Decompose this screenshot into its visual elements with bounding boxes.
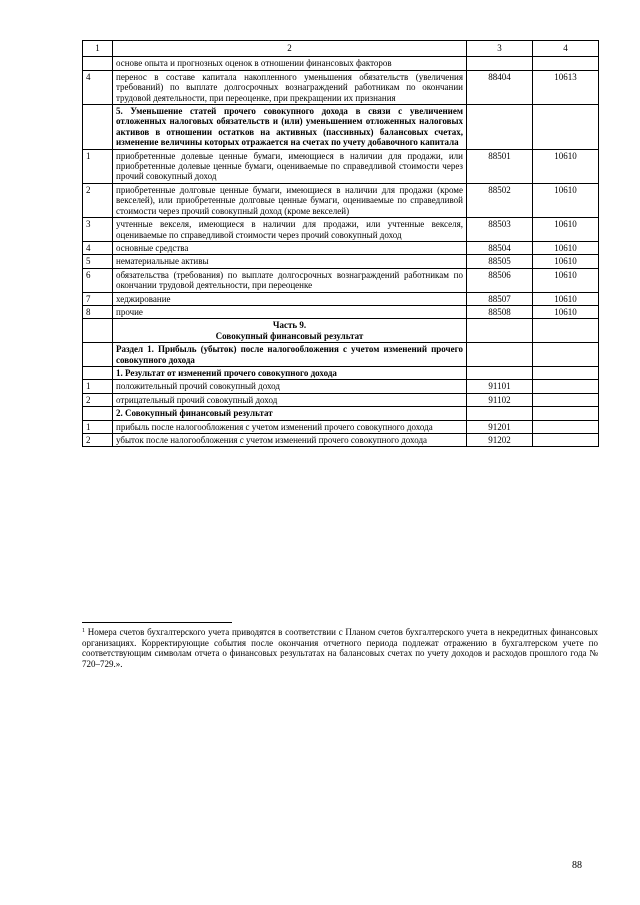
row-number-cell xyxy=(83,319,113,343)
row-account-number-cell xyxy=(533,393,599,406)
header-col-1: 1 xyxy=(83,41,113,57)
row-description-cell: прибыль после налогообложения с учетом изменений прочего совокупного дохода xyxy=(113,420,467,433)
table-row xyxy=(83,255,599,268)
row-number-cell: 1 xyxy=(83,420,113,433)
footnote-marker: 1 xyxy=(82,628,85,634)
row-account-symbol-cell xyxy=(467,407,533,420)
row-account-symbol-cell: 88506 xyxy=(467,268,533,292)
row-description-cell: 5. Уменьшение статей прочего совокупного дохода в связи с увеличением отложенных налоговых обязательств и (или) уменьшением отложенных налоговых активов в отношении остатков на активных (пассивных) балансовых счетах, изменение величины которых отражается на счетах по учету добавочного капитала xyxy=(113,105,467,150)
table-row xyxy=(83,393,599,406)
row-number-cell xyxy=(83,105,113,150)
row-account-symbol-cell: 88503 xyxy=(467,218,533,242)
table-row xyxy=(83,241,599,254)
table-row xyxy=(83,268,599,292)
row-description-cell: Часть 9. Совокупный финансовый результат xyxy=(113,319,467,343)
row-description-cell: основе опыта и прогнозных оценок в отношении финансовых факторов xyxy=(113,57,467,70)
row-number-cell xyxy=(83,407,113,420)
row-account-symbol-cell xyxy=(467,366,533,379)
header-row xyxy=(83,41,599,57)
row-description-cell: основные средства xyxy=(113,241,467,254)
footnote-text: Номера счетов бухгалтерского учета приводятся в соответствии с Планом счетов бухгалтерского учета в некредитных финансовых организациях. Корректирующие события после окончания отчетного периода подлежат отражению в бухгалтерском учете по соответствующим символам отчета о финансовых результатах на балансовых счетах по учету доходов и расходов прошлого года № 720–729.». xyxy=(82,627,598,669)
row-account-number-cell: 10610 xyxy=(533,292,599,305)
row-account-symbol-cell: 88502 xyxy=(467,183,533,217)
row-account-symbol-cell: 91101 xyxy=(467,380,533,393)
row-account-symbol-cell xyxy=(467,57,533,70)
table-row xyxy=(83,366,599,379)
table-row xyxy=(83,380,599,393)
row-number-cell: 6 xyxy=(83,268,113,292)
table-row xyxy=(83,105,599,150)
accounts-table xyxy=(82,40,599,447)
row-number-cell: 5 xyxy=(83,255,113,268)
row-account-number-cell xyxy=(533,366,599,379)
row-account-symbol-cell: 88505 xyxy=(467,255,533,268)
row-account-number-cell xyxy=(533,319,599,343)
row-number-cell xyxy=(83,343,113,367)
row-account-symbol-cell: 88504 xyxy=(467,241,533,254)
row-number-cell xyxy=(83,366,113,379)
table-row xyxy=(83,218,599,242)
row-account-number-cell xyxy=(533,434,599,447)
row-description-cell: нематериальные активы xyxy=(113,255,467,268)
row-account-number-cell: 10613 xyxy=(533,70,599,104)
page-number: 88 xyxy=(572,860,582,871)
row-number-cell: 4 xyxy=(83,241,113,254)
row-number-cell: 2 xyxy=(83,393,113,406)
table-row xyxy=(83,183,599,217)
row-description-cell: хеджирование xyxy=(113,292,467,305)
row-account-symbol-cell: 91202 xyxy=(467,434,533,447)
row-number-cell: 2 xyxy=(83,434,113,447)
table-row xyxy=(83,434,599,447)
header-col-4: 4 xyxy=(533,41,599,57)
table-row xyxy=(83,343,599,367)
header-col-2: 2 xyxy=(113,41,467,57)
row-number-cell: 7 xyxy=(83,292,113,305)
row-description-cell: отрицательный прочий совокупный доход xyxy=(113,393,467,406)
row-account-number-cell xyxy=(533,57,599,70)
row-account-symbol-cell: 88404 xyxy=(467,70,533,104)
row-number-cell: 4 xyxy=(83,70,113,104)
row-account-number-cell: 10610 xyxy=(533,218,599,242)
row-account-symbol-cell xyxy=(467,343,533,367)
row-number-cell xyxy=(83,57,113,70)
row-description-cell: приобретенные долговые ценные бумаги, имеющиеся в наличии для продажи (кроме векселей), или приобретенные долговые ценные бумаги, оцениваемые по справедливой стоимости через прочий совокупный доход (кроме векселей) xyxy=(113,183,467,217)
row-account-symbol-cell: 91102 xyxy=(467,393,533,406)
row-account-symbol-cell xyxy=(467,319,533,343)
accounts-table-body xyxy=(83,41,599,447)
row-number-cell: 1 xyxy=(83,149,113,183)
row-account-number-cell: 10610 xyxy=(533,149,599,183)
row-number-cell: 1 xyxy=(83,380,113,393)
row-description-cell: Раздел 1. Прибыль (убыток) после налогообложения с учетом изменений прочего совокупного дохода xyxy=(113,343,467,367)
table-row xyxy=(83,407,599,420)
row-account-symbol-cell: 88508 xyxy=(467,305,533,318)
row-number-cell: 2 xyxy=(83,183,113,217)
row-description-cell: перенос в составе капитала накопленного уменьшения обязательств (увеличения требований) по выплате долгосрочных вознаграждений работникам по окончании трудовой деятельности, при переоценке, при прекращении их признания xyxy=(113,70,467,104)
row-account-number-cell: 10610 xyxy=(533,255,599,268)
table-row xyxy=(83,305,599,318)
table-row xyxy=(83,70,599,104)
footnote xyxy=(82,627,598,669)
row-account-number-cell xyxy=(533,343,599,367)
table-row xyxy=(83,292,599,305)
row-description-cell: учтенные векселя, имеющиеся в наличии для продажи, или учтенные векселя, оцениваемые по справедливой стоимости через прочий совокупный доход xyxy=(113,218,467,242)
row-number-cell: 3 xyxy=(83,218,113,242)
row-account-number-cell: 10610 xyxy=(533,183,599,217)
row-account-symbol-cell: 91201 xyxy=(467,420,533,433)
row-description-cell: 1. Результат от изменений прочего совокупного дохода xyxy=(113,366,467,379)
row-number-cell: 8 xyxy=(83,305,113,318)
row-account-symbol-cell xyxy=(467,105,533,150)
row-account-number-cell xyxy=(533,420,599,433)
row-description-cell: прочие xyxy=(113,305,467,318)
table-row xyxy=(83,149,599,183)
row-account-number-cell: 10610 xyxy=(533,305,599,318)
row-account-number-cell xyxy=(533,407,599,420)
row-account-symbol-cell: 88501 xyxy=(467,149,533,183)
row-description-cell: 2. Совокупный финансовый результат xyxy=(113,407,467,420)
row-description-cell: приобретенные долевые ценные бумаги, имеющиеся в наличии для продажи, или приобретенные долевые ценные бумаги, оцениваемые по справедливой стоимости через прочий совокупный доход xyxy=(113,149,467,183)
footnote-separator xyxy=(82,622,232,623)
table-row xyxy=(83,319,599,343)
row-description-cell: обязательства (требования) по выплате долгосрочных вознаграждений работникам по окончании трудовой деятельности, при переоценке xyxy=(113,268,467,292)
table-row xyxy=(83,420,599,433)
row-description-cell: положительный прочий совокупный доход xyxy=(113,380,467,393)
table-row xyxy=(83,57,599,70)
row-account-number-cell xyxy=(533,380,599,393)
row-account-number-cell: 10610 xyxy=(533,241,599,254)
row-account-number-cell xyxy=(533,105,599,150)
row-account-symbol-cell: 88507 xyxy=(467,292,533,305)
row-account-number-cell: 10610 xyxy=(533,268,599,292)
header-col-3: 3 xyxy=(467,41,533,57)
row-description-cell: убыток после налогообложения с учетом изменений прочего совокупного дохода xyxy=(113,434,467,447)
